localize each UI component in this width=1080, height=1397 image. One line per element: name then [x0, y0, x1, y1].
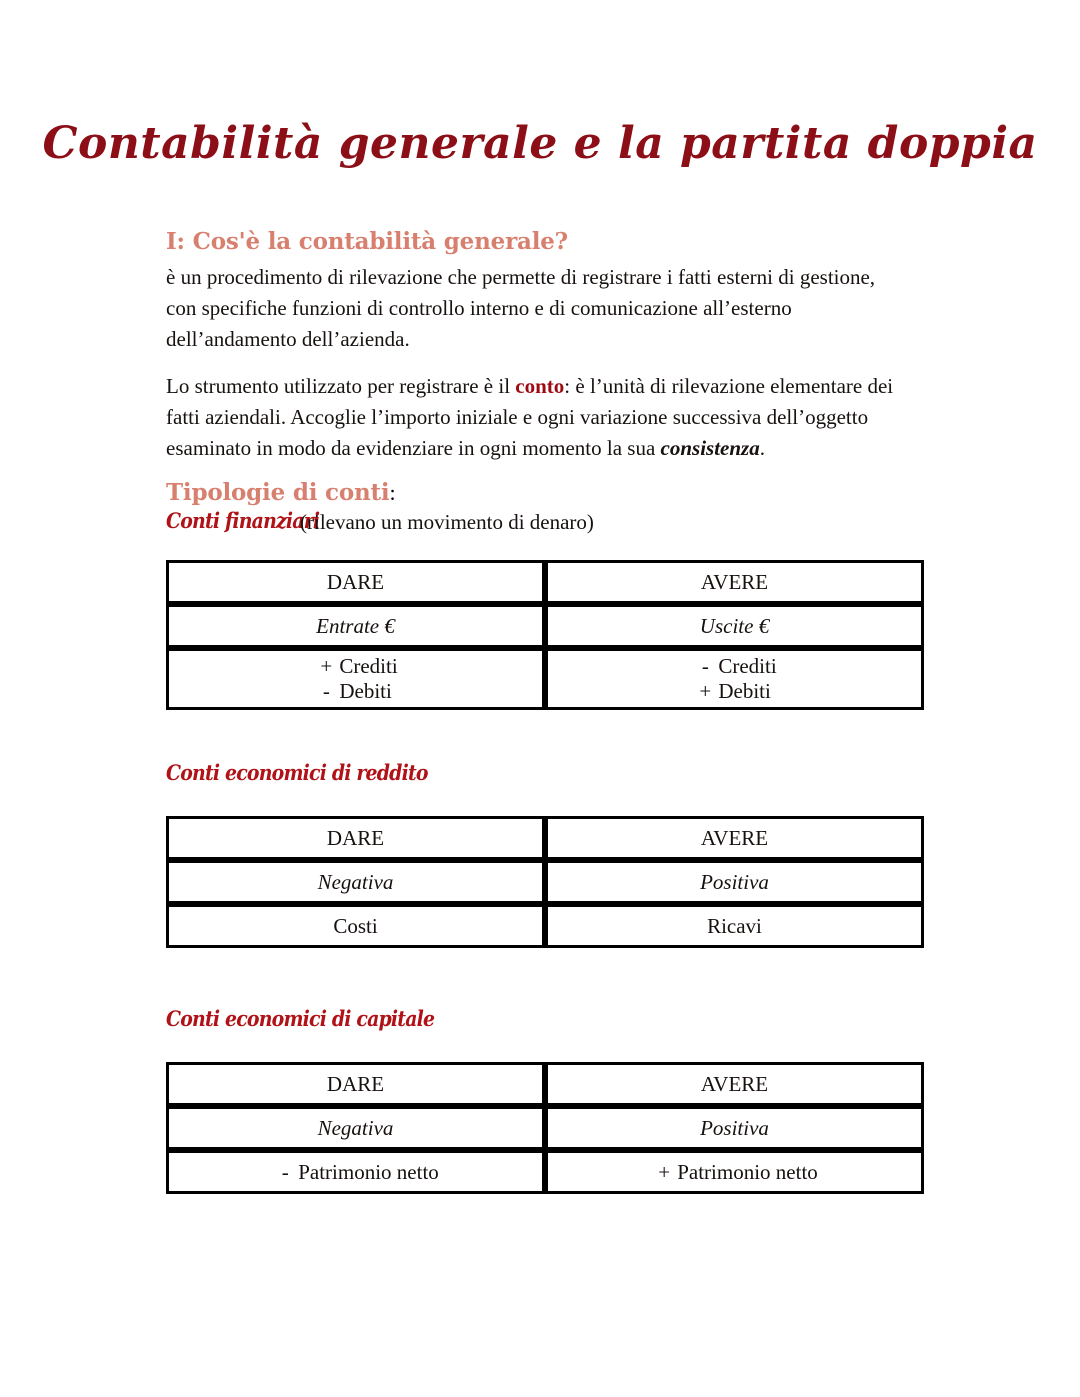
signed-list-dare	[313, 654, 397, 704]
signed-list-avere	[692, 654, 776, 704]
sign-symbol: -	[322, 679, 330, 703]
paragraph-definizione-contabilita	[166, 262, 908, 355]
item-label: Patrimonio netto	[298, 1159, 439, 1184]
keyword-conto: conto	[515, 374, 565, 398]
cell-negativa: Negativa	[166, 860, 545, 904]
paragraph-strumento-conto	[166, 371, 908, 464]
cell-dare-items	[166, 648, 545, 710]
cell-dare-header: DARE	[166, 560, 545, 604]
sign-symbol: +	[699, 679, 712, 703]
list-item	[692, 679, 776, 704]
section-heading-tipologie-di-conti	[166, 479, 395, 506]
cell-avere-header: AVERE	[545, 816, 924, 860]
sign-symbol: +	[658, 1159, 671, 1184]
table-row	[166, 560, 924, 604]
sign-symbol: -	[701, 654, 709, 678]
cell-avere-header: AVERE	[545, 560, 924, 604]
section-heading-cose-la-contabilita: I: Cos'è la contabilità generale?	[166, 228, 568, 255]
sign-symbol: -	[281, 1159, 289, 1184]
cell-positiva: Positiva	[545, 860, 924, 904]
table-row	[166, 816, 924, 860]
tipologie-colon: :	[389, 480, 396, 505]
item-label: Debiti	[718, 679, 771, 703]
item-label: Debiti	[339, 679, 392, 703]
subheading-conti-economici-di-reddito: Conti economici di reddito	[166, 760, 428, 785]
table-row	[166, 904, 924, 948]
cell-avere-header: AVERE	[545, 1062, 924, 1106]
table-conti-economici-di-capitale	[166, 1062, 924, 1194]
cell-negativa: Negativa	[166, 1106, 545, 1150]
table-row	[166, 1106, 924, 1150]
cell-uscite: Uscite €	[545, 604, 924, 648]
list-item	[313, 679, 397, 704]
signed-item-dare	[272, 1160, 439, 1185]
subheading-conti-finanziari: Conti finanziari	[166, 508, 320, 533]
table-row	[166, 1150, 924, 1194]
paragraph-2-text-middle: : è l’unità di rilevazione elementare dei fatti aziendali. Accoglie l’importo iniziale e ogni variazione successiva dell’oggetto esaminato in modo da evidenziare in ogni momento la sua	[166, 374, 894, 460]
keyword-consistenza: consistenza	[660, 436, 760, 460]
paragraph-2-text-start: Lo strumento utilizzato per registrare è il	[166, 374, 516, 398]
sign-symbol: +	[320, 654, 333, 678]
tipologie-label: Tipologie di conti	[166, 479, 390, 506]
paragraph-2-text-end: .	[759, 436, 765, 460]
cell-avere-items	[545, 648, 924, 710]
page-title: Contabilità generale e la partita doppia	[42, 118, 1038, 169]
list-item	[313, 654, 397, 679]
paragraph-1-text: è un procedimento di rilevazione che permette di registrare i fatti esterni di gestione, con specifiche funzioni di controllo interno e di comunicazione all’esterno dell’andamento dell’azienda.	[166, 265, 876, 351]
cell-patrimonio-netto-dare	[166, 1150, 545, 1194]
list-item	[692, 654, 776, 679]
cell-dare-header: DARE	[166, 1062, 545, 1106]
cell-positiva: Positiva	[545, 1106, 924, 1150]
table-row	[166, 648, 924, 710]
cell-patrimonio-netto-avere	[545, 1150, 924, 1194]
note-conti-finanziari: (rilevano un movimento di denaro)	[300, 510, 594, 534]
signed-item-avere	[651, 1160, 818, 1185]
cell-costi: Costi	[166, 904, 545, 948]
table-conti-economici-di-reddito	[166, 816, 924, 948]
table-conti-finanziari	[166, 560, 924, 710]
cell-entrate: Entrate €	[166, 604, 545, 648]
table-row	[166, 1062, 924, 1106]
cell-dare-header: DARE	[166, 816, 545, 860]
table-row	[166, 604, 924, 648]
item-label: Patrimonio netto	[677, 1159, 818, 1184]
item-label: Crediti	[718, 654, 777, 678]
item-label: Crediti	[339, 654, 398, 678]
subheading-conti-economici-di-capitale: Conti economici di capitale	[166, 1006, 435, 1031]
cell-ricavi: Ricavi	[545, 904, 924, 948]
table-row	[166, 860, 924, 904]
